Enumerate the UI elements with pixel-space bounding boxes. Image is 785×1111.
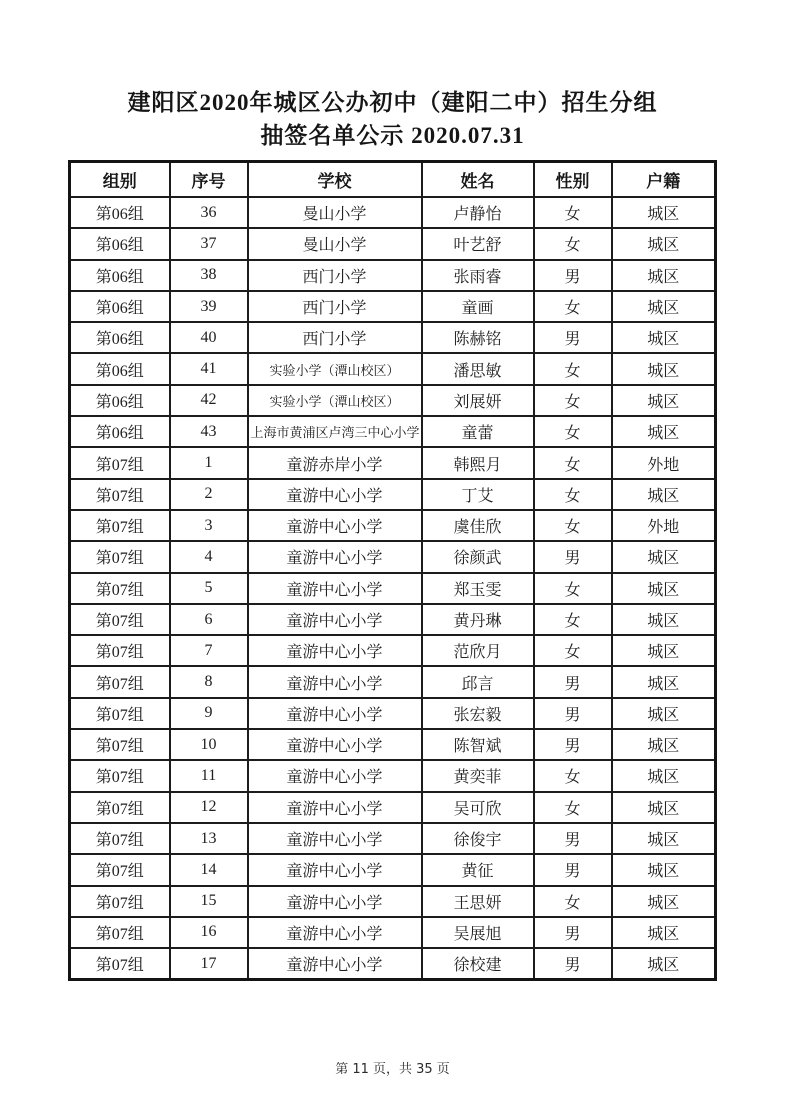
table-row	[70, 948, 716, 980]
table-row	[70, 541, 716, 572]
cell-school: 童游赤岸小学	[248, 447, 422, 478]
cell-group: 第07组	[70, 447, 170, 478]
cell-school: 上海市黄浦区卢湾三中心小学	[248, 416, 422, 447]
cell-group: 第07组	[70, 917, 170, 948]
cell-name: 王思妍	[422, 886, 534, 917]
cell-gender: 男	[534, 948, 612, 980]
cell-residence: 外地	[612, 447, 716, 478]
cell-seq: 43	[170, 416, 248, 447]
cell-gender: 女	[534, 635, 612, 666]
cell-residence: 城区	[612, 666, 716, 697]
page-footer: 第 11 页，共 35 页	[335, 1062, 450, 1077]
table-row	[70, 886, 716, 917]
cell-school: 童游中心小学	[248, 604, 422, 635]
cell-school: 童游中心小学	[248, 729, 422, 760]
cell-seq: 3	[170, 510, 248, 541]
cell-name: 丁艾	[422, 479, 534, 510]
cell-seq: 37	[170, 228, 248, 259]
cell-group: 第06组	[70, 353, 170, 384]
cell-school: 童游中心小学	[248, 917, 422, 948]
cell-name: 韩熙月	[422, 447, 534, 478]
cell-group: 第07组	[70, 854, 170, 885]
table-row	[70, 823, 716, 854]
cell-residence: 城区	[612, 604, 716, 635]
cell-gender: 男	[534, 260, 612, 291]
cell-gender: 女	[534, 291, 612, 322]
cell-residence: 城区	[612, 260, 716, 291]
cell-residence: 城区	[612, 886, 716, 917]
table-row	[70, 510, 716, 541]
cell-gender: 女	[534, 760, 612, 791]
cell-residence: 城区	[612, 197, 716, 228]
cell-residence: 城区	[612, 823, 716, 854]
cell-group: 第07组	[70, 635, 170, 666]
cell-seq: 41	[170, 353, 248, 384]
table-row	[70, 666, 716, 697]
cell-group: 第06组	[70, 322, 170, 353]
cell-seq: 14	[170, 854, 248, 885]
cell-group: 第07组	[70, 479, 170, 510]
cell-school: 童游中心小学	[248, 541, 422, 572]
table-row	[70, 322, 716, 353]
cell-group: 第07组	[70, 541, 170, 572]
table-row	[70, 573, 716, 604]
cell-seq: 40	[170, 322, 248, 353]
cell-name: 黄丹琳	[422, 604, 534, 635]
cell-group: 第07组	[70, 573, 170, 604]
cell-residence: 城区	[612, 792, 716, 823]
cell-group: 第07组	[70, 604, 170, 635]
cell-gender: 女	[534, 604, 612, 635]
cell-name: 徐俊宇	[422, 823, 534, 854]
cell-gender: 女	[534, 479, 612, 510]
cell-seq: 10	[170, 729, 248, 760]
table-row	[70, 197, 716, 228]
cell-residence: 城区	[612, 948, 716, 980]
cell-name: 童蕾	[422, 416, 534, 447]
cell-seq: 7	[170, 635, 248, 666]
cell-group: 第07组	[70, 729, 170, 760]
cell-name: 陈智斌	[422, 729, 534, 760]
cell-group: 第06组	[70, 416, 170, 447]
cell-seq: 36	[170, 197, 248, 228]
cell-name: 吴展旭	[422, 917, 534, 948]
cell-gender: 女	[534, 792, 612, 823]
cell-residence: 城区	[612, 416, 716, 447]
cell-school: 实验小学（潭山校区）	[248, 385, 422, 416]
cell-residence: 城区	[612, 573, 716, 604]
cell-name: 虞佳欣	[422, 510, 534, 541]
page-title-line1: 建阳区2020年城区公办初中（建阳二中）招生分组	[127, 90, 658, 115]
cell-group: 第07组	[70, 823, 170, 854]
cell-residence: 城区	[612, 228, 716, 259]
cell-school: 童游中心小学	[248, 666, 422, 697]
cell-name: 邱言	[422, 666, 534, 697]
cell-residence: 城区	[612, 698, 716, 729]
cell-residence: 城区	[612, 917, 716, 948]
cell-residence: 城区	[612, 635, 716, 666]
cell-residence: 城区	[612, 353, 716, 384]
cell-residence: 外地	[612, 510, 716, 541]
table-row	[70, 729, 716, 760]
table-row	[70, 353, 716, 384]
cell-seq: 42	[170, 385, 248, 416]
cell-seq: 15	[170, 886, 248, 917]
cell-seq: 1	[170, 447, 248, 478]
cell-school: 童游中心小学	[248, 948, 422, 980]
cell-group: 第07组	[70, 510, 170, 541]
cell-gender: 女	[534, 573, 612, 604]
column-header-0: 组别	[70, 162, 170, 198]
cell-name: 童画	[422, 291, 534, 322]
cell-group: 第06组	[70, 260, 170, 291]
cell-group: 第06组	[70, 228, 170, 259]
column-header-3: 姓名	[422, 162, 534, 198]
cell-residence: 城区	[612, 291, 716, 322]
cell-school: 童游中心小学	[248, 510, 422, 541]
table-row	[70, 228, 716, 259]
column-header-5: 户籍	[612, 162, 716, 198]
cell-gender: 女	[534, 197, 612, 228]
cell-school: 童游中心小学	[248, 479, 422, 510]
table-row	[70, 385, 716, 416]
cell-residence: 城区	[612, 385, 716, 416]
cell-group: 第06组	[70, 385, 170, 416]
cell-school: 曼山小学	[248, 197, 422, 228]
table-row	[70, 854, 716, 885]
column-header-2: 学校	[248, 162, 422, 198]
cell-residence: 城区	[612, 854, 716, 885]
cell-seq: 5	[170, 573, 248, 604]
cell-name: 吴可欣	[422, 792, 534, 823]
cell-gender: 男	[534, 541, 612, 572]
cell-name: 徐校建	[422, 948, 534, 980]
cell-gender: 女	[534, 447, 612, 478]
page-title-line2: 抽签名单公示 2020.07.31	[260, 123, 525, 148]
table-row	[70, 479, 716, 510]
cell-name: 叶艺舒	[422, 228, 534, 259]
cell-gender: 男	[534, 698, 612, 729]
cell-school: 实验小学（潭山校区）	[248, 353, 422, 384]
table-row	[70, 416, 716, 447]
cell-name: 陈赫铭	[422, 322, 534, 353]
cell-gender: 男	[534, 917, 612, 948]
cell-group: 第07组	[70, 948, 170, 980]
cell-group: 第07组	[70, 760, 170, 791]
cell-seq: 4	[170, 541, 248, 572]
cell-seq: 9	[170, 698, 248, 729]
table-row	[70, 698, 716, 729]
column-header-1: 序号	[170, 162, 248, 198]
cell-school: 童游中心小学	[248, 573, 422, 604]
cell-school: 童游中心小学	[248, 760, 422, 791]
cell-seq: 16	[170, 917, 248, 948]
cell-residence: 城区	[612, 729, 716, 760]
cell-residence: 城区	[612, 322, 716, 353]
cell-residence: 城区	[612, 541, 716, 572]
cell-seq: 8	[170, 666, 248, 697]
cell-gender: 女	[534, 416, 612, 447]
cell-gender: 女	[534, 510, 612, 541]
cell-name: 郑玉雯	[422, 573, 534, 604]
cell-seq: 13	[170, 823, 248, 854]
table-row	[70, 260, 716, 291]
cell-group: 第07组	[70, 886, 170, 917]
cell-seq: 12	[170, 792, 248, 823]
table-row	[70, 792, 716, 823]
cell-seq: 38	[170, 260, 248, 291]
cell-group: 第06组	[70, 291, 170, 322]
cell-gender: 男	[534, 322, 612, 353]
cell-gender: 女	[534, 385, 612, 416]
table-row	[70, 917, 716, 948]
cell-group: 第06组	[70, 197, 170, 228]
table-row	[70, 635, 716, 666]
cell-gender: 男	[534, 666, 612, 697]
cell-name: 张宏毅	[422, 698, 534, 729]
cell-group: 第07组	[70, 698, 170, 729]
cell-school: 西门小学	[248, 322, 422, 353]
cell-seq: 11	[170, 760, 248, 791]
cell-seq: 6	[170, 604, 248, 635]
roster-table	[68, 160, 717, 981]
table-row	[70, 291, 716, 322]
cell-gender: 女	[534, 886, 612, 917]
cell-name: 黄征	[422, 854, 534, 885]
cell-name: 卢静怡	[422, 197, 534, 228]
table-row	[70, 447, 716, 478]
cell-name: 刘展妍	[422, 385, 534, 416]
table-row	[70, 760, 716, 791]
cell-gender: 男	[534, 729, 612, 760]
cell-school: 童游中心小学	[248, 854, 422, 885]
cell-group: 第07组	[70, 792, 170, 823]
roster-table-body	[70, 197, 716, 980]
cell-name: 范欣月	[422, 635, 534, 666]
cell-residence: 城区	[612, 760, 716, 791]
cell-school: 童游中心小学	[248, 823, 422, 854]
table-row	[70, 604, 716, 635]
cell-school: 童游中心小学	[248, 635, 422, 666]
cell-name: 黄奕菲	[422, 760, 534, 791]
cell-gender: 男	[534, 823, 612, 854]
cell-name: 潘思敏	[422, 353, 534, 384]
cell-school: 童游中心小学	[248, 698, 422, 729]
cell-school: 西门小学	[248, 291, 422, 322]
cell-seq: 39	[170, 291, 248, 322]
cell-name: 张雨睿	[422, 260, 534, 291]
cell-school: 童游中心小学	[248, 792, 422, 823]
cell-gender: 女	[534, 353, 612, 384]
table-header-row	[70, 162, 716, 198]
cell-school: 曼山小学	[248, 228, 422, 259]
cell-school: 童游中心小学	[248, 886, 422, 917]
cell-residence: 城区	[612, 479, 716, 510]
cell-school: 西门小学	[248, 260, 422, 291]
cell-gender: 女	[534, 228, 612, 259]
cell-name: 徐颜武	[422, 541, 534, 572]
cell-group: 第07组	[70, 666, 170, 697]
cell-gender: 男	[534, 854, 612, 885]
cell-seq: 17	[170, 948, 248, 980]
column-header-4: 性别	[534, 162, 612, 198]
cell-seq: 2	[170, 479, 248, 510]
